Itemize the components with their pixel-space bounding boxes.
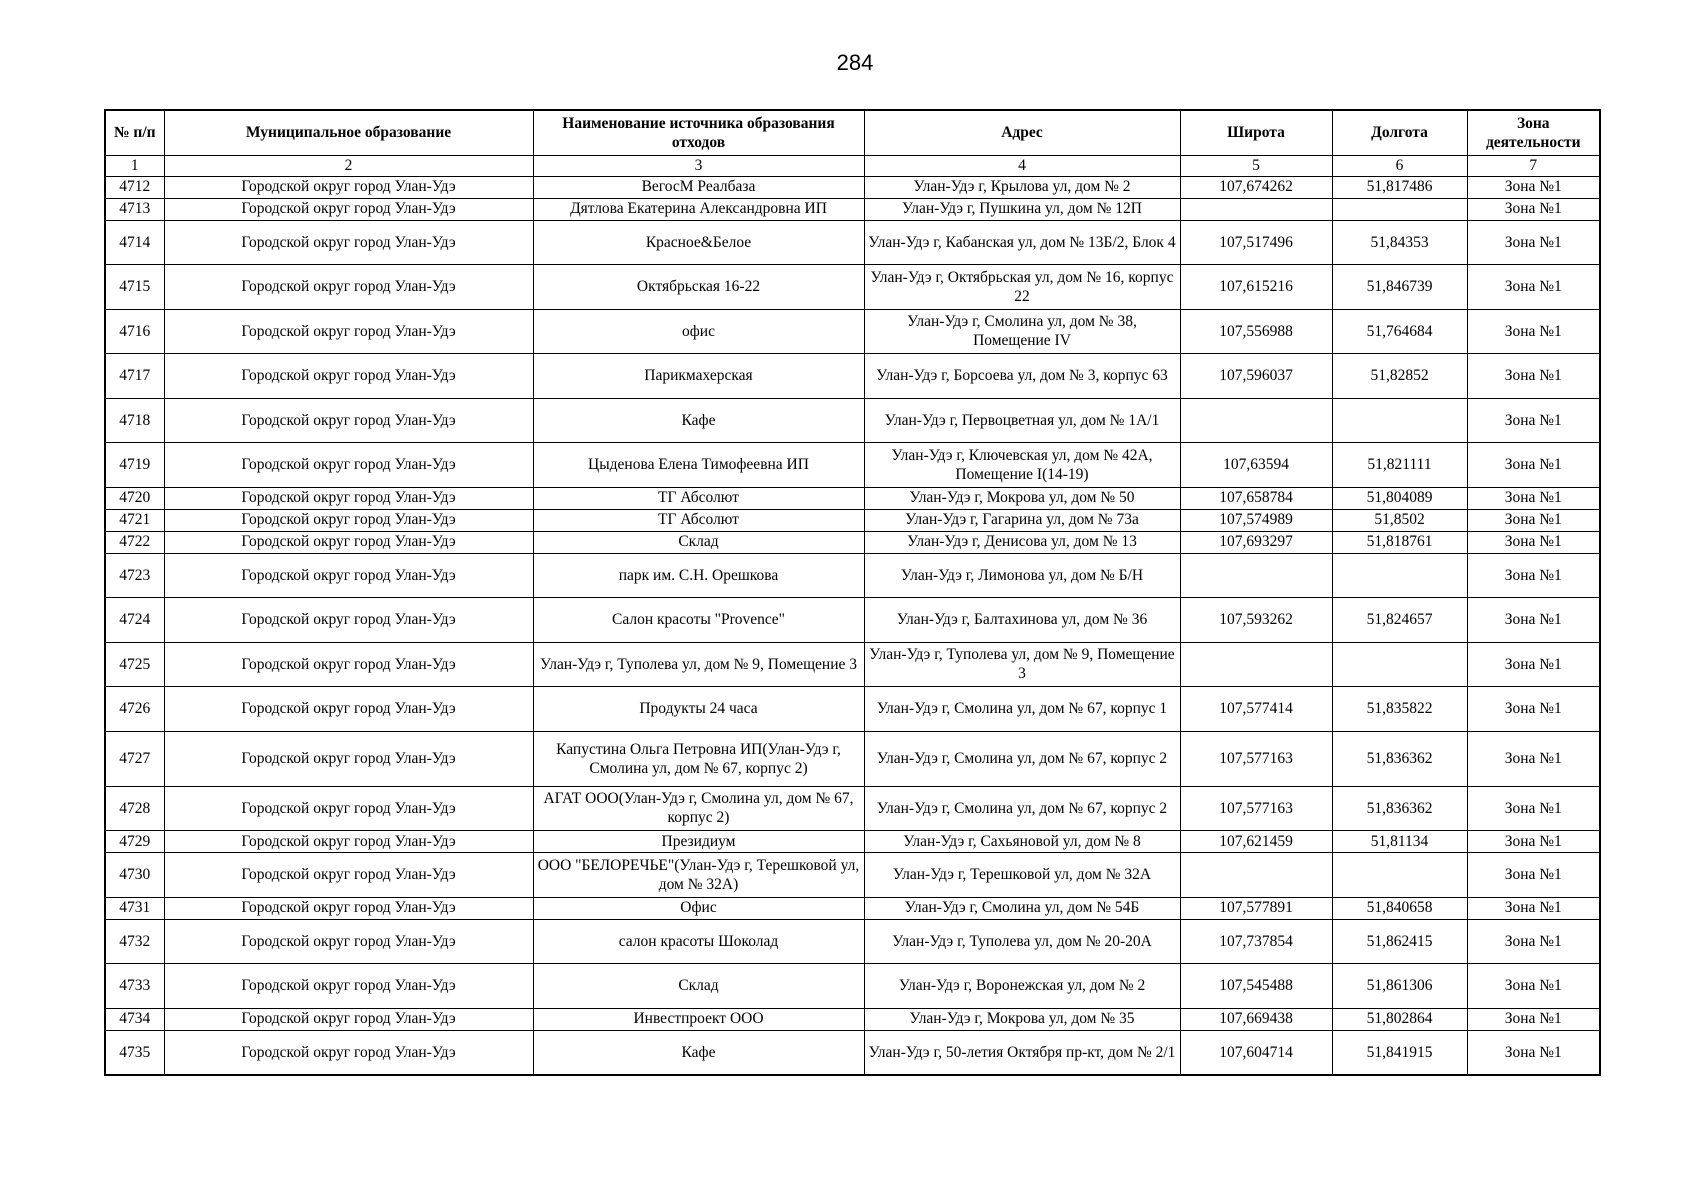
zone-cell: Зона №1 — [1467, 853, 1600, 898]
municipality-cell: Городской округ город Улан-Удэ — [164, 831, 533, 853]
table-row — [105, 443, 1600, 488]
latitude-cell: 107,737854 — [1180, 919, 1332, 964]
address-cell: Улан-Удэ г, Туполева ул, дом № 20-20А — [864, 919, 1180, 964]
header-longitude: Долгота — [1332, 110, 1467, 155]
longitude-cell: 51,840658 — [1332, 897, 1467, 919]
column-number: 4 — [864, 155, 1180, 176]
row-number-cell: 4721 — [105, 509, 164, 531]
zone-cell: Зона №1 — [1467, 309, 1600, 354]
row-number-cell: 4731 — [105, 897, 164, 919]
longitude-cell: 51,821111 — [1332, 443, 1467, 488]
latitude-cell: 107,545488 — [1180, 964, 1332, 1009]
latitude-cell — [1180, 642, 1332, 687]
source-name-cell: Салон красоты "Provence" — [533, 598, 864, 643]
zone-cell: Зона №1 — [1467, 553, 1600, 598]
table-row — [105, 642, 1600, 687]
municipality-cell: Городской округ город Улан-Удэ — [164, 687, 533, 732]
zone-cell: Зона №1 — [1467, 642, 1600, 687]
longitude-cell — [1332, 642, 1467, 687]
municipality-cell: Городской округ город Улан-Удэ — [164, 220, 533, 265]
table-row — [105, 398, 1600, 443]
zone-cell: Зона №1 — [1467, 1008, 1600, 1030]
longitude-cell: 51,824657 — [1332, 598, 1467, 643]
latitude-cell: 107,577163 — [1180, 731, 1332, 786]
longitude-cell: 51,8502 — [1332, 509, 1467, 531]
source-name-cell: Красное&Белое — [533, 220, 864, 265]
longitude-cell: 51,836362 — [1332, 786, 1467, 831]
latitude-cell — [1180, 198, 1332, 220]
latitude-cell: 107,621459 — [1180, 831, 1332, 853]
row-number-cell: 4734 — [105, 1008, 164, 1030]
zone-cell: Зона №1 — [1467, 398, 1600, 443]
municipality-cell: Городской округ город Улан-Удэ — [164, 176, 533, 198]
address-cell: Улан-Удэ г, Лимонова ул, дом № Б/Н — [864, 553, 1180, 598]
row-number-cell: 4715 — [105, 265, 164, 310]
longitude-cell: 51,861306 — [1332, 964, 1467, 1009]
header-source: Наименование источника образования отходов — [533, 110, 864, 155]
source-name-cell: Склад — [533, 531, 864, 553]
header-num: № п/п — [105, 110, 164, 155]
municipality-cell: Городской округ город Улан-Удэ — [164, 919, 533, 964]
latitude-cell — [1180, 398, 1332, 443]
latitude-cell: 107,577891 — [1180, 897, 1332, 919]
zone-cell: Зона №1 — [1467, 897, 1600, 919]
longitude-cell: 51,84353 — [1332, 220, 1467, 265]
source-name-cell: Октябрьская 16-22 — [533, 265, 864, 310]
latitude-cell: 107,577163 — [1180, 786, 1332, 831]
municipality-cell: Городской округ город Улан-Удэ — [164, 487, 533, 509]
table-row — [105, 897, 1600, 919]
source-name-cell: Капустина Ольга Петровна ИП(Улан-Удэ г, Смолина ул, дом № 67, корпус 2) — [533, 731, 864, 786]
municipality-cell: Городской округ город Улан-Удэ — [164, 531, 533, 553]
longitude-cell: 51,862415 — [1332, 919, 1467, 964]
address-cell: Улан-Удэ г, Смолина ул, дом № 67, корпус 2 — [864, 786, 1180, 831]
municipality-cell: Городской округ город Улан-Удэ — [164, 1008, 533, 1030]
address-cell: Улан-Удэ г, Туполева ул, дом № 9, Помещение 3 — [864, 642, 1180, 687]
column-number-row — [105, 155, 1600, 176]
zone-cell: Зона №1 — [1467, 1030, 1600, 1075]
address-cell: Улан-Удэ г, 50-летия Октября пр-кт, дом № 2/1 — [864, 1030, 1180, 1075]
table-row — [105, 198, 1600, 220]
source-name-cell: ТГ Абсолют — [533, 487, 864, 509]
address-cell: Улан-Удэ г, Пушкина ул, дом № 12П — [864, 198, 1180, 220]
row-number-cell: 4732 — [105, 919, 164, 964]
row-number-cell: 4718 — [105, 398, 164, 443]
row-number-cell: 4719 — [105, 443, 164, 488]
column-number: 2 — [164, 155, 533, 176]
table-row — [105, 487, 1600, 509]
zone-cell: Зона №1 — [1467, 220, 1600, 265]
address-cell: Улан-Удэ г, Смолина ул, дом № 67, корпус 1 — [864, 687, 1180, 732]
municipality-cell: Городской округ город Улан-Удэ — [164, 309, 533, 354]
source-name-cell: Цыденова Елена Тимофеевна ИП — [533, 443, 864, 488]
table-row — [105, 265, 1600, 310]
row-number-cell: 4725 — [105, 642, 164, 687]
longitude-cell: 51,764684 — [1332, 309, 1467, 354]
table-row — [105, 598, 1600, 643]
zone-cell: Зона №1 — [1467, 831, 1600, 853]
latitude-cell: 107,63594 — [1180, 443, 1332, 488]
table-row — [105, 919, 1600, 964]
latitude-cell: 107,674262 — [1180, 176, 1332, 198]
zone-cell: Зона №1 — [1467, 531, 1600, 553]
municipality-cell: Городской округ город Улан-Удэ — [164, 553, 533, 598]
latitude-cell: 107,577414 — [1180, 687, 1332, 732]
column-number: 3 — [533, 155, 864, 176]
longitude-cell — [1332, 198, 1467, 220]
zone-cell: Зона №1 — [1467, 265, 1600, 310]
source-name-cell: ВегосМ Реалбаза — [533, 176, 864, 198]
longitude-cell — [1332, 853, 1467, 898]
page-number: 284 — [836, 50, 874, 75]
latitude-cell: 107,556988 — [1180, 309, 1332, 354]
municipality-cell: Городской округ город Улан-Удэ — [164, 731, 533, 786]
address-cell: Улан-Удэ г, Октябрьская ул, дом № 16, корпус 22 — [864, 265, 1180, 310]
longitude-cell: 51,846739 — [1332, 265, 1467, 310]
longitude-cell: 51,818761 — [1332, 531, 1467, 553]
address-cell: Улан-Удэ г, Первоцветная ул, дом № 1А/1 — [864, 398, 1180, 443]
source-name-cell: салон красоты Шоколад — [533, 919, 864, 964]
latitude-cell — [1180, 553, 1332, 598]
zone-cell: Зона №1 — [1467, 786, 1600, 831]
table-row — [105, 553, 1600, 598]
row-number-cell: 4730 — [105, 853, 164, 898]
table-row — [105, 687, 1600, 732]
longitude-cell: 51,817486 — [1332, 176, 1467, 198]
municipality-cell: Городской округ город Улан-Удэ — [164, 853, 533, 898]
zone-cell: Зона №1 — [1467, 964, 1600, 1009]
address-cell: Улан-Удэ г, Мокрова ул, дом № 35 — [864, 1008, 1180, 1030]
municipality-cell: Городской округ город Улан-Удэ — [164, 598, 533, 643]
address-cell: Улан-Удэ г, Ключевская ул, дом № 42А, Помещение I(14-19) — [864, 443, 1180, 488]
longitude-cell — [1332, 398, 1467, 443]
zone-cell: Зона №1 — [1467, 354, 1600, 399]
table-row — [105, 731, 1600, 786]
table-row — [105, 964, 1600, 1009]
longitude-cell: 51,841915 — [1332, 1030, 1467, 1075]
row-number-cell: 4728 — [105, 786, 164, 831]
latitude-cell: 107,693297 — [1180, 531, 1332, 553]
row-number-cell: 4720 — [105, 487, 164, 509]
address-cell: Улан-Удэ г, Смолина ул, дом № 38, Помещение IV — [864, 309, 1180, 354]
longitude-cell: 51,804089 — [1332, 487, 1467, 509]
latitude-cell — [1180, 853, 1332, 898]
table-row — [105, 786, 1600, 831]
table-row — [105, 176, 1600, 198]
latitude-cell: 107,615216 — [1180, 265, 1332, 310]
row-number-cell: 4723 — [105, 553, 164, 598]
row-number-cell: 4713 — [105, 198, 164, 220]
source-name-cell: Улан-Удэ г, Туполева ул, дом № 9, Помещение 3 — [533, 642, 864, 687]
table-body — [105, 176, 1600, 1075]
municipality-cell: Городской округ город Улан-Удэ — [164, 398, 533, 443]
header-municipality: Муниципальное образование — [164, 110, 533, 155]
address-cell: Улан-Удэ г, Кабанская ул, дом № 13Б/2, Блок 4 — [864, 220, 1180, 265]
longitude-cell: 51,81134 — [1332, 831, 1467, 853]
header-latitude: Широта — [1180, 110, 1332, 155]
address-cell: Улан-Удэ г, Крылова ул, дом № 2 — [864, 176, 1180, 198]
latitude-cell: 107,658784 — [1180, 487, 1332, 509]
row-number-cell: 4714 — [105, 220, 164, 265]
zone-cell: Зона №1 — [1467, 687, 1600, 732]
address-cell: Улан-Удэ г, Мокрова ул, дом № 50 — [864, 487, 1180, 509]
table-row — [105, 1030, 1600, 1075]
header-address: Адрес — [864, 110, 1180, 155]
municipality-cell: Городской округ город Улан-Удэ — [164, 198, 533, 220]
table-row — [105, 509, 1600, 531]
row-number-cell: 4729 — [105, 831, 164, 853]
longitude-cell: 51,836362 — [1332, 731, 1467, 786]
address-cell: Улан-Удэ г, Денисова ул, дом № 13 — [864, 531, 1180, 553]
column-number: 1 — [105, 155, 164, 176]
longitude-cell — [1332, 553, 1467, 598]
latitude-cell: 107,593262 — [1180, 598, 1332, 643]
source-name-cell: Продукты 24 часа — [533, 687, 864, 732]
source-name-cell: Президиум — [533, 831, 864, 853]
municipality-cell: Городской округ город Улан-Удэ — [164, 642, 533, 687]
row-number-cell: 4717 — [105, 354, 164, 399]
source-name-cell: офис — [533, 309, 864, 354]
zone-cell: Зона №1 — [1467, 509, 1600, 531]
zone-cell: Зона №1 — [1467, 198, 1600, 220]
address-cell: Улан-Удэ г, Гагарина ул, дом № 73а — [864, 509, 1180, 531]
municipality-cell: Городской округ город Улан-Удэ — [164, 265, 533, 310]
municipality-cell: Городской округ город Улан-Удэ — [164, 964, 533, 1009]
row-number-cell: 4735 — [105, 1030, 164, 1075]
table-row — [105, 1008, 1600, 1030]
column-number: 6 — [1332, 155, 1467, 176]
address-cell: Улан-Удэ г, Борсоева ул, дом № 3, корпус 63 — [864, 354, 1180, 399]
address-cell: Улан-Удэ г, Смолина ул, дом № 67, корпус 2 — [864, 731, 1180, 786]
table-row — [105, 220, 1600, 265]
municipality-cell: Городской округ город Улан-Удэ — [164, 1030, 533, 1075]
address-cell: Улан-Удэ г, Балтахинова ул, дом № 36 — [864, 598, 1180, 643]
latitude-cell: 107,669438 — [1180, 1008, 1332, 1030]
address-cell: Улан-Удэ г, Смолина ул, дом № 54Б — [864, 897, 1180, 919]
municipality-cell: Городской округ город Улан-Удэ — [164, 443, 533, 488]
source-name-cell: Склад — [533, 964, 864, 1009]
zone-cell: Зона №1 — [1467, 598, 1600, 643]
municipality-cell: Городской округ город Улан-Удэ — [164, 354, 533, 399]
latitude-cell: 107,574989 — [1180, 509, 1332, 531]
row-number-cell: 4712 — [105, 176, 164, 198]
table-row — [105, 309, 1600, 354]
municipality-cell: Городской округ город Улан-Удэ — [164, 509, 533, 531]
source-name-cell: Парикмахерская — [533, 354, 864, 399]
zone-cell: Зона №1 — [1467, 443, 1600, 488]
longitude-cell: 51,802864 — [1332, 1008, 1467, 1030]
zone-cell: Зона №1 — [1467, 176, 1600, 198]
column-number: 5 — [1180, 155, 1332, 176]
latitude-cell: 107,517496 — [1180, 220, 1332, 265]
row-number-cell: 4726 — [105, 687, 164, 732]
source-name-cell: АГАТ ООО(Улан-Удэ г, Смолина ул, дом № 67, корпус 2) — [533, 786, 864, 831]
row-number-cell: 4733 — [105, 964, 164, 1009]
header-row — [105, 110, 1600, 155]
table-row — [105, 853, 1600, 898]
municipality-cell: Городской округ город Улан-Удэ — [164, 786, 533, 831]
waste-sources-table — [104, 109, 1601, 1076]
longitude-cell: 51,835822 — [1332, 687, 1467, 732]
row-number-cell: 4724 — [105, 598, 164, 643]
zone-cell: Зона №1 — [1467, 919, 1600, 964]
latitude-cell: 107,596037 — [1180, 354, 1332, 399]
address-cell: Улан-Удэ г, Терешковой ул, дом № 32А — [864, 853, 1180, 898]
table-row — [105, 354, 1600, 399]
column-number: 7 — [1467, 155, 1600, 176]
source-name-cell: ТГ Абсолют — [533, 509, 864, 531]
zone-cell: Зона №1 — [1467, 487, 1600, 509]
source-name-cell: Кафе — [533, 398, 864, 443]
row-number-cell: 4716 — [105, 309, 164, 354]
source-name-cell: Кафе — [533, 1030, 864, 1075]
source-name-cell: Дятлова Екатерина Александровна ИП — [533, 198, 864, 220]
municipality-cell: Городской округ город Улан-Удэ — [164, 897, 533, 919]
table-row — [105, 831, 1600, 853]
row-number-cell: 4722 — [105, 531, 164, 553]
address-cell: Улан-Удэ г, Сахьяновой ул, дом № 8 — [864, 831, 1180, 853]
address-cell: Улан-Удэ г, Воронежская ул, дом № 2 — [864, 964, 1180, 1009]
zone-cell: Зона №1 — [1467, 731, 1600, 786]
header-zone: Зона деятельности — [1467, 110, 1600, 155]
source-name-cell: ООО "БЕЛОРЕЧЬЕ"(Улан-Удэ г, Терешковой ул, дом № 32А) — [533, 853, 864, 898]
longitude-cell: 51,82852 — [1332, 354, 1467, 399]
table-row — [105, 531, 1600, 553]
row-number-cell: 4727 — [105, 731, 164, 786]
source-name-cell: Офис — [533, 897, 864, 919]
source-name-cell: Инвестпроект ООО — [533, 1008, 864, 1030]
latitude-cell: 107,604714 — [1180, 1030, 1332, 1075]
source-name-cell: парк им. С.Н. Орешкова — [533, 553, 864, 598]
